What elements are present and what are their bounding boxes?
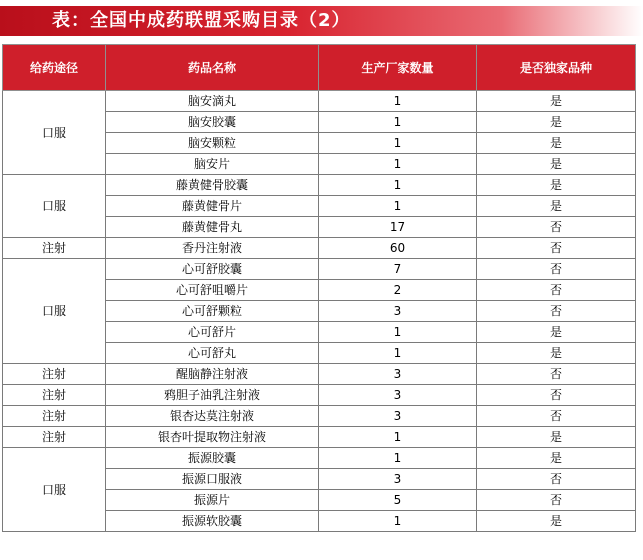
manufacturer-count-cell: 1	[319, 196, 477, 217]
table-row	[3, 406, 636, 427]
manufacturer-count-cell: 3	[319, 301, 477, 322]
exclusive-cell: 否	[477, 259, 636, 280]
route-cell: 口服	[3, 448, 106, 532]
route-cell: 注射	[3, 238, 106, 259]
manufacturer-count-cell: 5	[319, 490, 477, 511]
manufacturer-count-cell: 1	[319, 133, 477, 154]
exclusive-cell: 是	[477, 511, 636, 532]
manufacturer-count-cell: 1	[319, 91, 477, 112]
table-row	[3, 385, 636, 406]
exclusive-cell: 否	[477, 238, 636, 259]
manufacturer-count-cell: 1	[319, 175, 477, 196]
drug-name-cell: 脑安片	[106, 154, 319, 175]
column-header-route: 给药途径	[3, 45, 106, 91]
drug-name-cell: 振源口服液	[106, 469, 319, 490]
drug-name-cell: 醒脑静注射液	[106, 364, 319, 385]
table-row	[3, 175, 636, 196]
table-row	[3, 448, 636, 469]
drug-name-cell: 香丹注射液	[106, 238, 319, 259]
procurement-catalog-table	[2, 44, 636, 532]
exclusive-cell: 否	[477, 364, 636, 385]
route-cell: 口服	[3, 175, 106, 238]
exclusive-cell: 是	[477, 175, 636, 196]
drug-name-cell: 银杏达莫注射液	[106, 406, 319, 427]
drug-name-cell: 心可舒丸	[106, 343, 319, 364]
table-row	[3, 364, 636, 385]
drug-name-cell: 心可舒片	[106, 322, 319, 343]
exclusive-cell: 否	[477, 280, 636, 301]
drug-name-cell: 藤黄健骨丸	[106, 217, 319, 238]
drug-name-cell: 藤黄健骨片	[106, 196, 319, 217]
manufacturer-count-cell: 1	[319, 448, 477, 469]
table-header-row	[3, 45, 636, 91]
page-title: 表：全国中成药联盟采购目录（2）	[52, 10, 351, 31]
manufacturer-count-cell: 3	[319, 364, 477, 385]
manufacturer-count-cell: 1	[319, 511, 477, 532]
route-cell: 注射	[3, 364, 106, 385]
manufacturer-count-cell: 1	[319, 322, 477, 343]
column-header-exclusive: 是否独家品种	[477, 45, 636, 91]
exclusive-cell: 否	[477, 217, 636, 238]
table-row	[3, 259, 636, 280]
route-cell: 口服	[3, 259, 106, 364]
manufacturer-count-cell: 60	[319, 238, 477, 259]
exclusive-cell: 是	[477, 91, 636, 112]
drug-name-cell: 心可舒颗粒	[106, 301, 319, 322]
route-cell: 注射	[3, 385, 106, 406]
column-header-manufacturer-count: 生产厂家数量	[319, 45, 477, 91]
manufacturer-count-cell: 1	[319, 154, 477, 175]
column-header-drug-name: 药品名称	[106, 45, 319, 91]
table-row	[3, 91, 636, 112]
drug-name-cell: 振源片	[106, 490, 319, 511]
manufacturer-count-cell: 3	[319, 385, 477, 406]
exclusive-cell: 否	[477, 385, 636, 406]
table-row	[3, 238, 636, 259]
exclusive-cell: 是	[477, 133, 636, 154]
manufacturer-count-cell: 1	[319, 343, 477, 364]
exclusive-cell: 否	[477, 406, 636, 427]
manufacturer-count-cell: 3	[319, 406, 477, 427]
drug-name-cell: 藤黄健骨胶囊	[106, 175, 319, 196]
exclusive-cell: 是	[477, 112, 636, 133]
drug-name-cell: 振源胶囊	[106, 448, 319, 469]
exclusive-cell: 是	[477, 154, 636, 175]
manufacturer-count-cell: 1	[319, 112, 477, 133]
exclusive-cell: 是	[477, 196, 636, 217]
manufacturer-count-cell: 17	[319, 217, 477, 238]
exclusive-cell: 是	[477, 427, 636, 448]
exclusive-cell: 是	[477, 343, 636, 364]
drug-name-cell: 心可舒胶囊	[106, 259, 319, 280]
exclusive-cell: 是	[477, 448, 636, 469]
manufacturer-count-cell: 3	[319, 469, 477, 490]
drug-name-cell: 银杏叶提取物注射液	[106, 427, 319, 448]
route-cell: 口服	[3, 91, 106, 175]
drug-name-cell: 鸦胆子油乳注射液	[106, 385, 319, 406]
drug-name-cell: 脑安胶囊	[106, 112, 319, 133]
manufacturer-count-cell: 2	[319, 280, 477, 301]
exclusive-cell: 否	[477, 469, 636, 490]
manufacturer-count-cell: 1	[319, 427, 477, 448]
route-cell: 注射	[3, 427, 106, 448]
table-body	[3, 91, 636, 532]
exclusive-cell: 否	[477, 301, 636, 322]
exclusive-cell: 否	[477, 490, 636, 511]
drug-name-cell: 心可舒咀嚼片	[106, 280, 319, 301]
manufacturer-count-cell: 7	[319, 259, 477, 280]
title-banner	[0, 0, 643, 40]
table-row	[3, 427, 636, 448]
drug-name-cell: 振源软胶囊	[106, 511, 319, 532]
route-cell: 注射	[3, 406, 106, 427]
drug-name-cell: 脑安颗粒	[106, 133, 319, 154]
drug-name-cell: 脑安滴丸	[106, 91, 319, 112]
exclusive-cell: 是	[477, 322, 636, 343]
